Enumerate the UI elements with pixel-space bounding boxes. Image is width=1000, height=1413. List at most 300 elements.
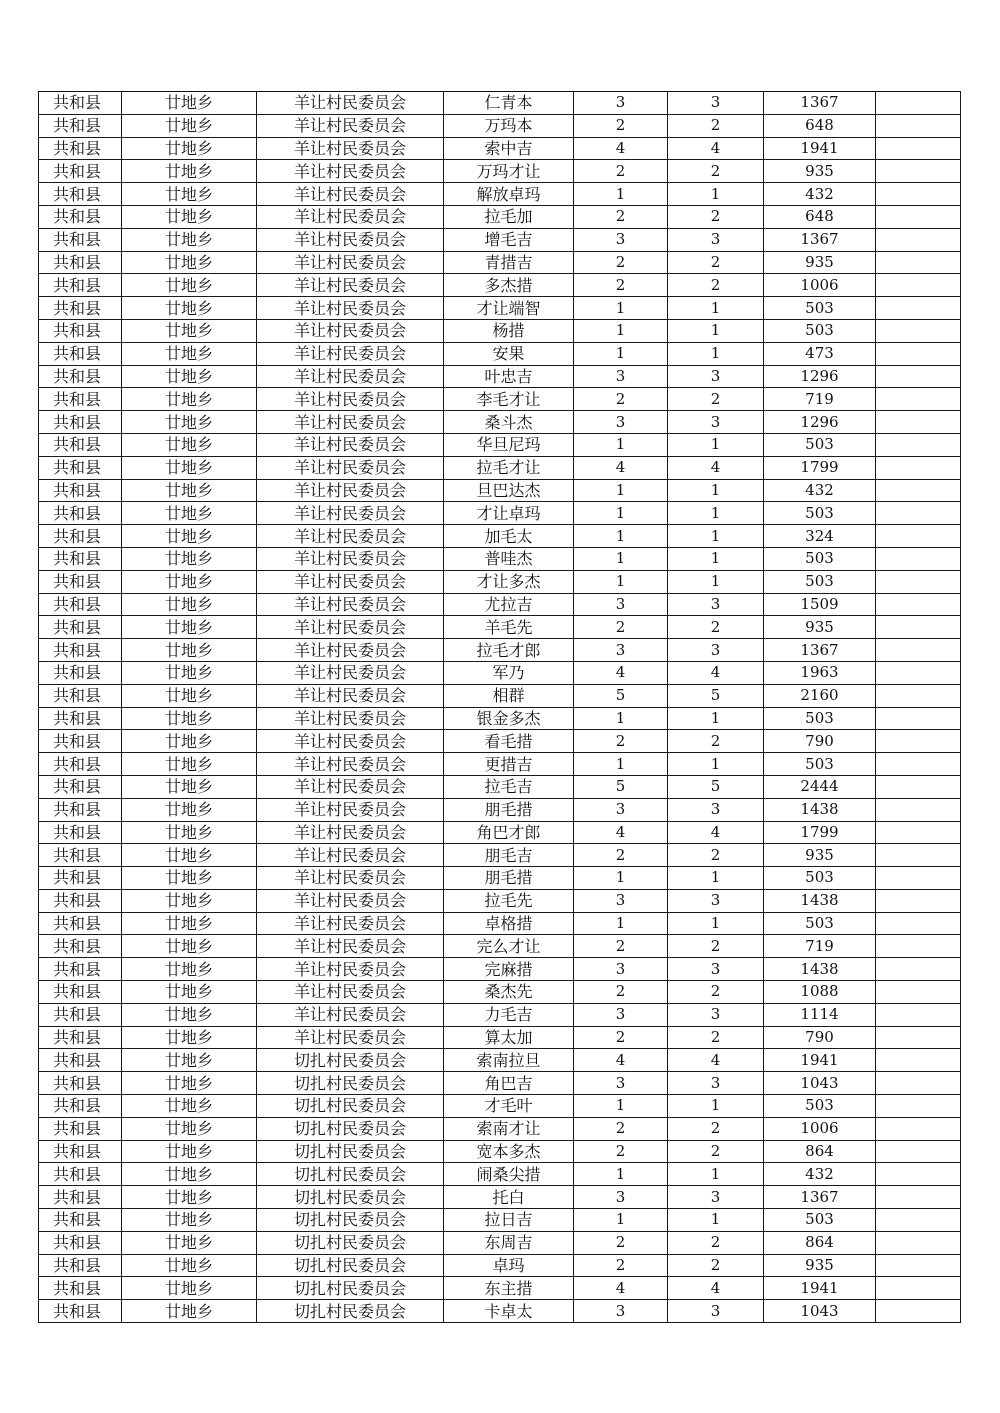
remark-cell (876, 912, 961, 935)
count-a-cell: 1 (574, 867, 668, 890)
county-cell: 共和县 (39, 570, 122, 593)
county-cell: 共和县 (39, 319, 122, 342)
count-b-cell: 3 (668, 1003, 764, 1026)
table-row (39, 935, 961, 958)
table-row (39, 798, 961, 821)
remark-cell (876, 821, 961, 844)
village-committee-cell: 羊让村民委员会 (257, 342, 444, 365)
remark-cell (876, 889, 961, 912)
name-cell: 李毛才让 (444, 388, 574, 411)
count-b-cell: 5 (668, 775, 764, 798)
amount-cell: 503 (764, 912, 876, 935)
village-committee-cell: 羊让村民委员会 (257, 388, 444, 411)
count-b-cell: 1 (668, 525, 764, 548)
amount-cell: 1799 (764, 456, 876, 479)
table-row (39, 114, 961, 137)
village-committee-cell: 羊让村民委员会 (257, 433, 444, 456)
remark-cell (876, 570, 961, 593)
county-cell: 共和县 (39, 228, 122, 251)
remark-cell (876, 502, 961, 525)
village-committee-cell: 羊让村民委员会 (257, 251, 444, 274)
village-committee-cell: 羊让村民委员会 (257, 502, 444, 525)
county-cell: 共和县 (39, 92, 122, 115)
remark-cell (876, 1003, 961, 1026)
count-b-cell: 1 (668, 297, 764, 320)
count-b-cell: 1 (668, 433, 764, 456)
table-row (39, 525, 961, 548)
township-cell: 廿地乡 (122, 456, 257, 479)
remark-cell (876, 1049, 961, 1072)
count-b-cell: 2 (668, 1254, 764, 1277)
name-cell: 才让卓玛 (444, 502, 574, 525)
village-committee-cell: 羊让村民委员会 (257, 160, 444, 183)
table-row (39, 684, 961, 707)
name-cell: 解放卓玛 (444, 183, 574, 206)
name-cell: 卓玛 (444, 1254, 574, 1277)
count-a-cell: 1 (574, 1209, 668, 1232)
county-cell: 共和县 (39, 1026, 122, 1049)
township-cell: 廿地乡 (122, 593, 257, 616)
name-cell: 索中吉 (444, 137, 574, 160)
amount-cell: 1296 (764, 411, 876, 434)
count-a-cell: 1 (574, 547, 668, 570)
county-cell: 共和县 (39, 365, 122, 388)
village-committee-cell: 羊让村民委员会 (257, 570, 444, 593)
count-b-cell: 1 (668, 912, 764, 935)
county-cell: 共和县 (39, 1186, 122, 1209)
amount-cell: 935 (764, 844, 876, 867)
township-cell: 廿地乡 (122, 365, 257, 388)
table-row (39, 92, 961, 115)
remark-cell (876, 753, 961, 776)
count-b-cell: 2 (668, 730, 764, 753)
remark-cell (876, 365, 961, 388)
table-row (39, 251, 961, 274)
village-committee-cell: 羊让村民委员会 (257, 958, 444, 981)
county-cell: 共和县 (39, 912, 122, 935)
count-a-cell: 1 (574, 479, 668, 502)
count-a-cell: 2 (574, 388, 668, 411)
name-cell: 拉毛才让 (444, 456, 574, 479)
county-cell: 共和县 (39, 114, 122, 137)
township-cell: 廿地乡 (122, 479, 257, 502)
name-cell: 才让端智 (444, 297, 574, 320)
name-cell: 托白 (444, 1186, 574, 1209)
table-row (39, 1117, 961, 1140)
remark-cell (876, 616, 961, 639)
amount-cell: 1043 (764, 1300, 876, 1323)
data-table (38, 91, 961, 1323)
count-a-cell: 2 (574, 981, 668, 1004)
township-cell: 廿地乡 (122, 889, 257, 912)
table-row (39, 1095, 961, 1118)
county-cell: 共和县 (39, 137, 122, 160)
township-cell: 廿地乡 (122, 958, 257, 981)
township-cell: 廿地乡 (122, 821, 257, 844)
count-b-cell: 2 (668, 1026, 764, 1049)
amount-cell: 1941 (764, 137, 876, 160)
remark-cell (876, 319, 961, 342)
township-cell: 廿地乡 (122, 1049, 257, 1072)
count-a-cell: 1 (574, 183, 668, 206)
village-committee-cell: 羊让村民委员会 (257, 775, 444, 798)
village-committee-cell: 羊让村民委员会 (257, 525, 444, 548)
name-cell: 普哇杰 (444, 547, 574, 570)
count-b-cell: 2 (668, 1117, 764, 1140)
count-a-cell: 2 (574, 844, 668, 867)
table-row (39, 1209, 961, 1232)
amount-cell: 1941 (764, 1049, 876, 1072)
remark-cell (876, 798, 961, 821)
count-b-cell: 1 (668, 1209, 764, 1232)
count-b-cell: 1 (668, 319, 764, 342)
county-cell: 共和县 (39, 547, 122, 570)
remark-cell (876, 1117, 961, 1140)
count-b-cell: 2 (668, 388, 764, 411)
village-committee-cell: 羊让村民委员会 (257, 593, 444, 616)
count-a-cell: 3 (574, 958, 668, 981)
count-a-cell: 2 (574, 1231, 668, 1254)
count-a-cell: 2 (574, 205, 668, 228)
count-a-cell: 2 (574, 251, 668, 274)
count-b-cell: 2 (668, 935, 764, 958)
table-row (39, 753, 961, 776)
remark-cell (876, 1140, 961, 1163)
name-cell: 宽本多杰 (444, 1140, 574, 1163)
amount-cell: 503 (764, 707, 876, 730)
count-a-cell: 3 (574, 639, 668, 662)
remark-cell (876, 935, 961, 958)
amount-cell: 1043 (764, 1072, 876, 1095)
county-cell: 共和县 (39, 707, 122, 730)
table-row (39, 274, 961, 297)
county-cell: 共和县 (39, 730, 122, 753)
township-cell: 廿地乡 (122, 525, 257, 548)
count-b-cell: 2 (668, 616, 764, 639)
count-a-cell: 1 (574, 502, 668, 525)
township-cell: 廿地乡 (122, 1163, 257, 1186)
remark-cell (876, 981, 961, 1004)
village-committee-cell: 羊让村民委员会 (257, 981, 444, 1004)
name-cell: 闹桑尖措 (444, 1163, 574, 1186)
count-b-cell: 2 (668, 205, 764, 228)
count-a-cell: 3 (574, 1003, 668, 1026)
remark-cell (876, 730, 961, 753)
county-cell: 共和县 (39, 479, 122, 502)
table-row (39, 502, 961, 525)
table-row (39, 319, 961, 342)
name-cell: 东主措 (444, 1277, 574, 1300)
county-cell: 共和县 (39, 684, 122, 707)
township-cell: 廿地乡 (122, 1003, 257, 1026)
count-a-cell: 2 (574, 1254, 668, 1277)
name-cell: 安果 (444, 342, 574, 365)
county-cell: 共和县 (39, 981, 122, 1004)
count-a-cell: 3 (574, 228, 668, 251)
count-a-cell: 1 (574, 753, 668, 776)
remark-cell (876, 456, 961, 479)
count-a-cell: 1 (574, 342, 668, 365)
table-row (39, 342, 961, 365)
county-cell: 共和县 (39, 205, 122, 228)
amount-cell: 2160 (764, 684, 876, 707)
village-committee-cell: 羊让村民委员会 (257, 889, 444, 912)
amount-cell: 503 (764, 297, 876, 320)
remark-cell (876, 388, 961, 411)
name-cell: 增毛吉 (444, 228, 574, 251)
count-b-cell: 3 (668, 798, 764, 821)
count-a-cell: 3 (574, 92, 668, 115)
amount-cell: 503 (764, 1209, 876, 1232)
name-cell: 万玛才让 (444, 160, 574, 183)
county-cell: 共和县 (39, 1049, 122, 1072)
name-cell: 青措吉 (444, 251, 574, 274)
township-cell: 廿地乡 (122, 1026, 257, 1049)
count-b-cell: 4 (668, 137, 764, 160)
village-committee-cell: 羊让村民委员会 (257, 92, 444, 115)
amount-cell: 432 (764, 1163, 876, 1186)
count-a-cell: 4 (574, 661, 668, 684)
township-cell: 廿地乡 (122, 935, 257, 958)
village-committee-cell: 羊让村民委员会 (257, 205, 444, 228)
name-cell: 加毛太 (444, 525, 574, 548)
count-b-cell: 1 (668, 547, 764, 570)
amount-cell: 503 (764, 753, 876, 776)
table-row (39, 821, 961, 844)
amount-cell: 1509 (764, 593, 876, 616)
amount-cell: 1114 (764, 1003, 876, 1026)
township-cell: 廿地乡 (122, 1095, 257, 1118)
township-cell: 廿地乡 (122, 411, 257, 434)
data-table-container (38, 91, 960, 1323)
table-row (39, 137, 961, 160)
table-row (39, 433, 961, 456)
name-cell: 拉毛吉 (444, 775, 574, 798)
amount-cell: 790 (764, 1026, 876, 1049)
name-cell: 完么才让 (444, 935, 574, 958)
count-b-cell: 2 (668, 251, 764, 274)
name-cell: 朋毛吉 (444, 844, 574, 867)
remark-cell (876, 1231, 961, 1254)
remark-cell (876, 1277, 961, 1300)
township-cell: 廿地乡 (122, 707, 257, 730)
table-row (39, 616, 961, 639)
count-b-cell: 4 (668, 821, 764, 844)
table-row (39, 1277, 961, 1300)
amount-cell: 503 (764, 547, 876, 570)
count-b-cell: 5 (668, 684, 764, 707)
village-committee-cell: 切扎村民委员会 (257, 1163, 444, 1186)
table-row (39, 1072, 961, 1095)
count-a-cell: 3 (574, 1300, 668, 1323)
county-cell: 共和县 (39, 456, 122, 479)
amount-cell: 648 (764, 114, 876, 137)
remark-cell (876, 274, 961, 297)
count-a-cell: 4 (574, 1049, 668, 1072)
amount-cell: 1006 (764, 1117, 876, 1140)
township-cell: 廿地乡 (122, 1209, 257, 1232)
name-cell: 角巴吉 (444, 1072, 574, 1095)
township-cell: 廿地乡 (122, 775, 257, 798)
township-cell: 廿地乡 (122, 274, 257, 297)
count-a-cell: 2 (574, 616, 668, 639)
count-b-cell: 3 (668, 365, 764, 388)
township-cell: 廿地乡 (122, 1277, 257, 1300)
amount-cell: 324 (764, 525, 876, 548)
township-cell: 廿地乡 (122, 912, 257, 935)
county-cell: 共和县 (39, 661, 122, 684)
count-b-cell: 3 (668, 958, 764, 981)
name-cell: 拉毛先 (444, 889, 574, 912)
amount-cell: 503 (764, 502, 876, 525)
remark-cell (876, 547, 961, 570)
remark-cell (876, 707, 961, 730)
township-cell: 廿地乡 (122, 114, 257, 137)
county-cell: 共和县 (39, 1095, 122, 1118)
township-cell: 廿地乡 (122, 160, 257, 183)
count-b-cell: 4 (668, 1277, 764, 1300)
amount-cell: 2444 (764, 775, 876, 798)
count-a-cell: 2 (574, 1117, 668, 1140)
name-cell: 朋毛措 (444, 867, 574, 890)
county-cell: 共和县 (39, 1231, 122, 1254)
remark-cell (876, 183, 961, 206)
village-committee-cell: 羊让村民委员会 (257, 1026, 444, 1049)
table-row (39, 228, 961, 251)
count-a-cell: 2 (574, 160, 668, 183)
remark-cell (876, 137, 961, 160)
name-cell: 力毛吉 (444, 1003, 574, 1026)
remark-cell (876, 342, 961, 365)
table-row (39, 1163, 961, 1186)
count-b-cell: 2 (668, 981, 764, 1004)
village-committee-cell: 切扎村民委员会 (257, 1300, 444, 1323)
village-committee-cell: 切扎村民委员会 (257, 1231, 444, 1254)
table-row (39, 1300, 961, 1323)
village-committee-cell: 切扎村民委员会 (257, 1186, 444, 1209)
name-cell: 东周吉 (444, 1231, 574, 1254)
table-row (39, 661, 961, 684)
name-cell: 相群 (444, 684, 574, 707)
name-cell: 索南才让 (444, 1117, 574, 1140)
village-committee-cell: 切扎村民委员会 (257, 1095, 444, 1118)
count-a-cell: 3 (574, 1072, 668, 1095)
county-cell: 共和县 (39, 411, 122, 434)
table-row (39, 1049, 961, 1072)
count-a-cell: 2 (574, 114, 668, 137)
count-b-cell: 4 (668, 1049, 764, 1072)
amount-cell: 1438 (764, 958, 876, 981)
county-cell: 共和县 (39, 775, 122, 798)
amount-cell: 935 (764, 616, 876, 639)
name-cell: 桑杰先 (444, 981, 574, 1004)
count-b-cell: 2 (668, 1231, 764, 1254)
count-a-cell: 1 (574, 525, 668, 548)
name-cell: 军乃 (444, 661, 574, 684)
remark-cell (876, 1209, 961, 1232)
count-a-cell: 3 (574, 593, 668, 616)
count-a-cell: 4 (574, 1277, 668, 1300)
remark-cell (876, 525, 961, 548)
count-a-cell: 2 (574, 1026, 668, 1049)
table-row (39, 730, 961, 753)
count-b-cell: 3 (668, 593, 764, 616)
table-row (39, 479, 961, 502)
remark-cell (876, 479, 961, 502)
amount-cell: 1367 (764, 1186, 876, 1209)
name-cell: 尤拉吉 (444, 593, 574, 616)
amount-cell: 719 (764, 935, 876, 958)
count-a-cell: 1 (574, 570, 668, 593)
county-cell: 共和县 (39, 935, 122, 958)
count-b-cell: 2 (668, 844, 764, 867)
amount-cell: 432 (764, 479, 876, 502)
table-row (39, 867, 961, 890)
village-committee-cell: 羊让村民委员会 (257, 707, 444, 730)
name-cell: 完麻措 (444, 958, 574, 981)
table-row (39, 958, 961, 981)
village-committee-cell: 羊让村民委员会 (257, 867, 444, 890)
county-cell: 共和县 (39, 388, 122, 411)
amount-cell: 1367 (764, 92, 876, 115)
name-cell: 朋毛措 (444, 798, 574, 821)
remark-cell (876, 958, 961, 981)
count-a-cell: 1 (574, 1163, 668, 1186)
name-cell: 索南拉旦 (444, 1049, 574, 1072)
county-cell: 共和县 (39, 183, 122, 206)
table-row (39, 1003, 961, 1026)
table-body (39, 92, 961, 1323)
count-b-cell: 2 (668, 1140, 764, 1163)
county-cell: 共和县 (39, 867, 122, 890)
county-cell: 共和县 (39, 274, 122, 297)
county-cell: 共和县 (39, 593, 122, 616)
village-committee-cell: 切扎村民委员会 (257, 1072, 444, 1095)
name-cell: 华旦尼玛 (444, 433, 574, 456)
table-row (39, 844, 961, 867)
table-row (39, 297, 961, 320)
name-cell: 算太加 (444, 1026, 574, 1049)
township-cell: 廿地乡 (122, 1231, 257, 1254)
county-cell: 共和县 (39, 889, 122, 912)
amount-cell: 1963 (764, 661, 876, 684)
count-a-cell: 1 (574, 912, 668, 935)
amount-cell: 719 (764, 388, 876, 411)
count-b-cell: 1 (668, 707, 764, 730)
township-cell: 廿地乡 (122, 183, 257, 206)
count-b-cell: 2 (668, 274, 764, 297)
village-committee-cell: 羊让村民委员会 (257, 730, 444, 753)
count-b-cell: 3 (668, 1300, 764, 1323)
amount-cell: 503 (764, 570, 876, 593)
count-b-cell: 3 (668, 889, 764, 912)
count-b-cell: 3 (668, 411, 764, 434)
remark-cell (876, 251, 961, 274)
name-cell: 更措吉 (444, 753, 574, 776)
village-committee-cell: 羊让村民委员会 (257, 319, 444, 342)
county-cell: 共和县 (39, 160, 122, 183)
amount-cell: 1941 (764, 1277, 876, 1300)
table-row (39, 183, 961, 206)
township-cell: 廿地乡 (122, 1072, 257, 1095)
township-cell: 廿地乡 (122, 502, 257, 525)
township-cell: 廿地乡 (122, 297, 257, 320)
amount-cell: 935 (764, 1254, 876, 1277)
count-a-cell: 3 (574, 889, 668, 912)
county-cell: 共和县 (39, 433, 122, 456)
name-cell: 拉日吉 (444, 1209, 574, 1232)
name-cell: 拉毛加 (444, 205, 574, 228)
